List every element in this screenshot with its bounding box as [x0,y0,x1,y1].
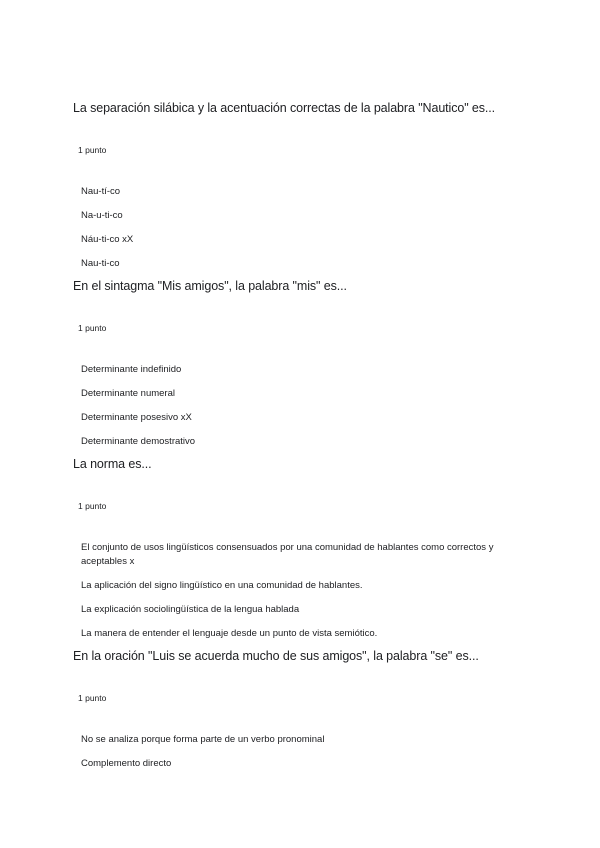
option[interactable]: La aplicación del signo lingüístico en una comunidad de hablantes. [81,580,363,591]
option[interactable]: No se analiza porque forma parte de un verbo pronominal [81,734,325,745]
question-title: En la oración "Luis se acuerda mucho de sus amigos", la palabra "se" es... [73,649,479,663]
points-label: 1 punto [78,145,107,155]
option[interactable]: Complemento directo [81,758,172,769]
option[interactable]: Determinante indefinido [81,364,182,375]
option[interactable]: La explicación sociolingüística de la lengua hablada [81,604,300,615]
points-label: 1 punto [78,693,107,703]
option[interactable]: La manera de entender el lenguaje desde un punto de vista semiótico. [81,628,378,639]
points-label: 1 punto [78,323,107,333]
option[interactable]: Nau-tí-co [81,186,121,197]
question-title: La norma es... [73,457,152,471]
option[interactable]: Náu-ti-co xX [81,234,134,245]
question-title: En el sintagma "Mis amigos", la palabra "mis" es... [73,279,347,293]
option[interactable]: Determinante numeral [81,388,175,399]
option[interactable]: Determinante demostrativo [81,436,196,447]
option[interactable]: Nau-ti-co [81,258,120,269]
points-label: 1 punto [78,501,107,511]
option[interactable]: Na-u-ti-co [81,210,123,221]
option[interactable]: Determinante posesivo xX [81,412,192,423]
question-title: La separación silábica y la acentuación correctas de la palabra "Nautico" es... [73,101,496,115]
option[interactable]: El conjunto de usos lingüísticos consensuados por una comunidad de hablantes como correctos y aceptables x [81,542,494,567]
